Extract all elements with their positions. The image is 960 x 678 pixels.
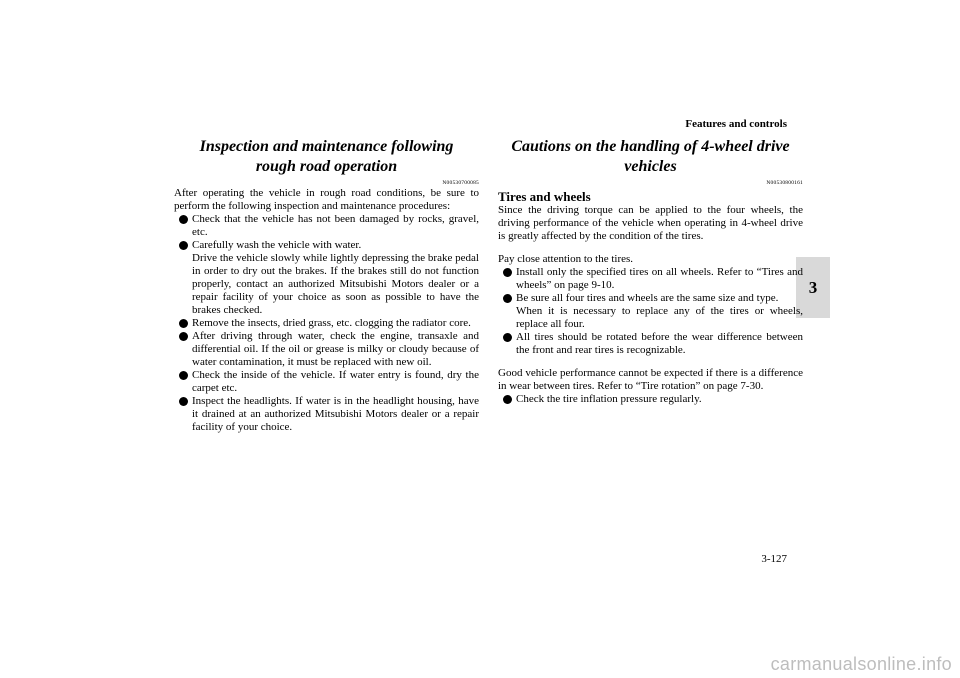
bullet-icon: [179, 332, 188, 341]
torque-paragraph: Since the driving torque can be applied to the four wheels, the driving performance of the vehicle when operating in 4-wheel drive is greatly affected by the condition of the tires.: [498, 204, 803, 242]
list-item: [502, 266, 803, 292]
chapter-number: 3: [808, 277, 818, 297]
subheading-tires-and-wheels: Tires and wheels: [498, 189, 591, 204]
bullet-icon: [503, 268, 512, 277]
list-item: [178, 239, 479, 317]
list-item: [178, 317, 479, 330]
wear-paragraph: Good vehicle performance cannot be expected if there is a difference in wear between tires. Refer to “Tire rotation” on page 7-30.: [498, 367, 803, 392]
bullet-icon: [179, 397, 188, 406]
list-item-text: Carefully wash the vehicle with water. Drive the vehicle slowly while lightly depressing the brake pedal in order to dry out the brakes. If the brakes still do not function properly, contact an authorized Mitsubishi Motors dealer or a repair facility of your choice as soon as possible to have the brakes checked.: [192, 239, 479, 316]
pressure-list: [498, 393, 803, 406]
bullet-icon: [503, 294, 512, 303]
watermark-logo: carmanualsonline.info: [770, 654, 952, 674]
inspection-list: [174, 213, 479, 434]
section-title-rough-road: Inspection and maintenance following rough road operation: [199, 138, 454, 175]
list-item-text: All tires should be rotated before the wear difference between the front and rear tires is recognizable.: [516, 331, 803, 356]
list-item: [178, 213, 479, 239]
attention-paragraph: Pay close attention to the tires.: [498, 253, 634, 265]
left-column: [174, 137, 479, 434]
right-column: [498, 137, 803, 406]
list-item-text: Check the tire inflation pressure regularly.: [516, 393, 702, 405]
list-item-text: After driving through water, check the engine, transaxle and differential oil. If the oil or grease is milky or cloudy because of water contamination, it must be replaced with new oil.: [192, 330, 479, 368]
intro-paragraph: After operating the vehicle in rough road conditions, be sure to perform the following inspection and maintenance procedures:: [174, 187, 479, 212]
bullet-icon: [179, 241, 188, 250]
section-code: N00530700085: [442, 180, 479, 186]
list-item-text: Inspect the headlights. If water is in the headlight housing, have it drained at an authorized Mitsubishi Motors dealer or a repair facility of your choice.: [192, 395, 479, 433]
list-item-text: Install only the specified tires on all wheels. Refer to “Tires and wheels” on page 9-10.: [516, 266, 803, 291]
bullet-icon: [503, 333, 512, 342]
bullet-icon: [503, 395, 512, 404]
running-header: Features and controls: [685, 118, 787, 130]
list-item-text: Be sure all four tires and wheels are the same size and type. When it is necessary to replace any of the tires or wheels, replace all four.: [516, 292, 803, 330]
bullet-icon: [179, 319, 188, 328]
list-item: [178, 395, 479, 434]
tire-list: [498, 266, 803, 357]
list-item-text: Check that the vehicle has not been damaged by rocks, gravel, etc.: [192, 213, 479, 238]
page-number: 3-127: [761, 553, 787, 565]
list-item: [178, 330, 479, 369]
list-item-text: Check the inside of the vehicle. If water entry is found, dry the carpet etc.: [192, 369, 479, 394]
list-item: [502, 331, 803, 357]
section-code: N00530800161: [766, 180, 803, 186]
bullet-icon: [179, 371, 188, 380]
list-item: [502, 393, 803, 406]
list-item: [178, 369, 479, 395]
section-title-4wd-cautions: Cautions on the handling of 4-wheel drive vehicles: [511, 138, 790, 175]
list-item-text: Remove the insects, dried grass, etc. clogging the radiator core.: [192, 317, 471, 329]
bullet-icon: [179, 215, 188, 224]
list-item: [502, 292, 803, 331]
